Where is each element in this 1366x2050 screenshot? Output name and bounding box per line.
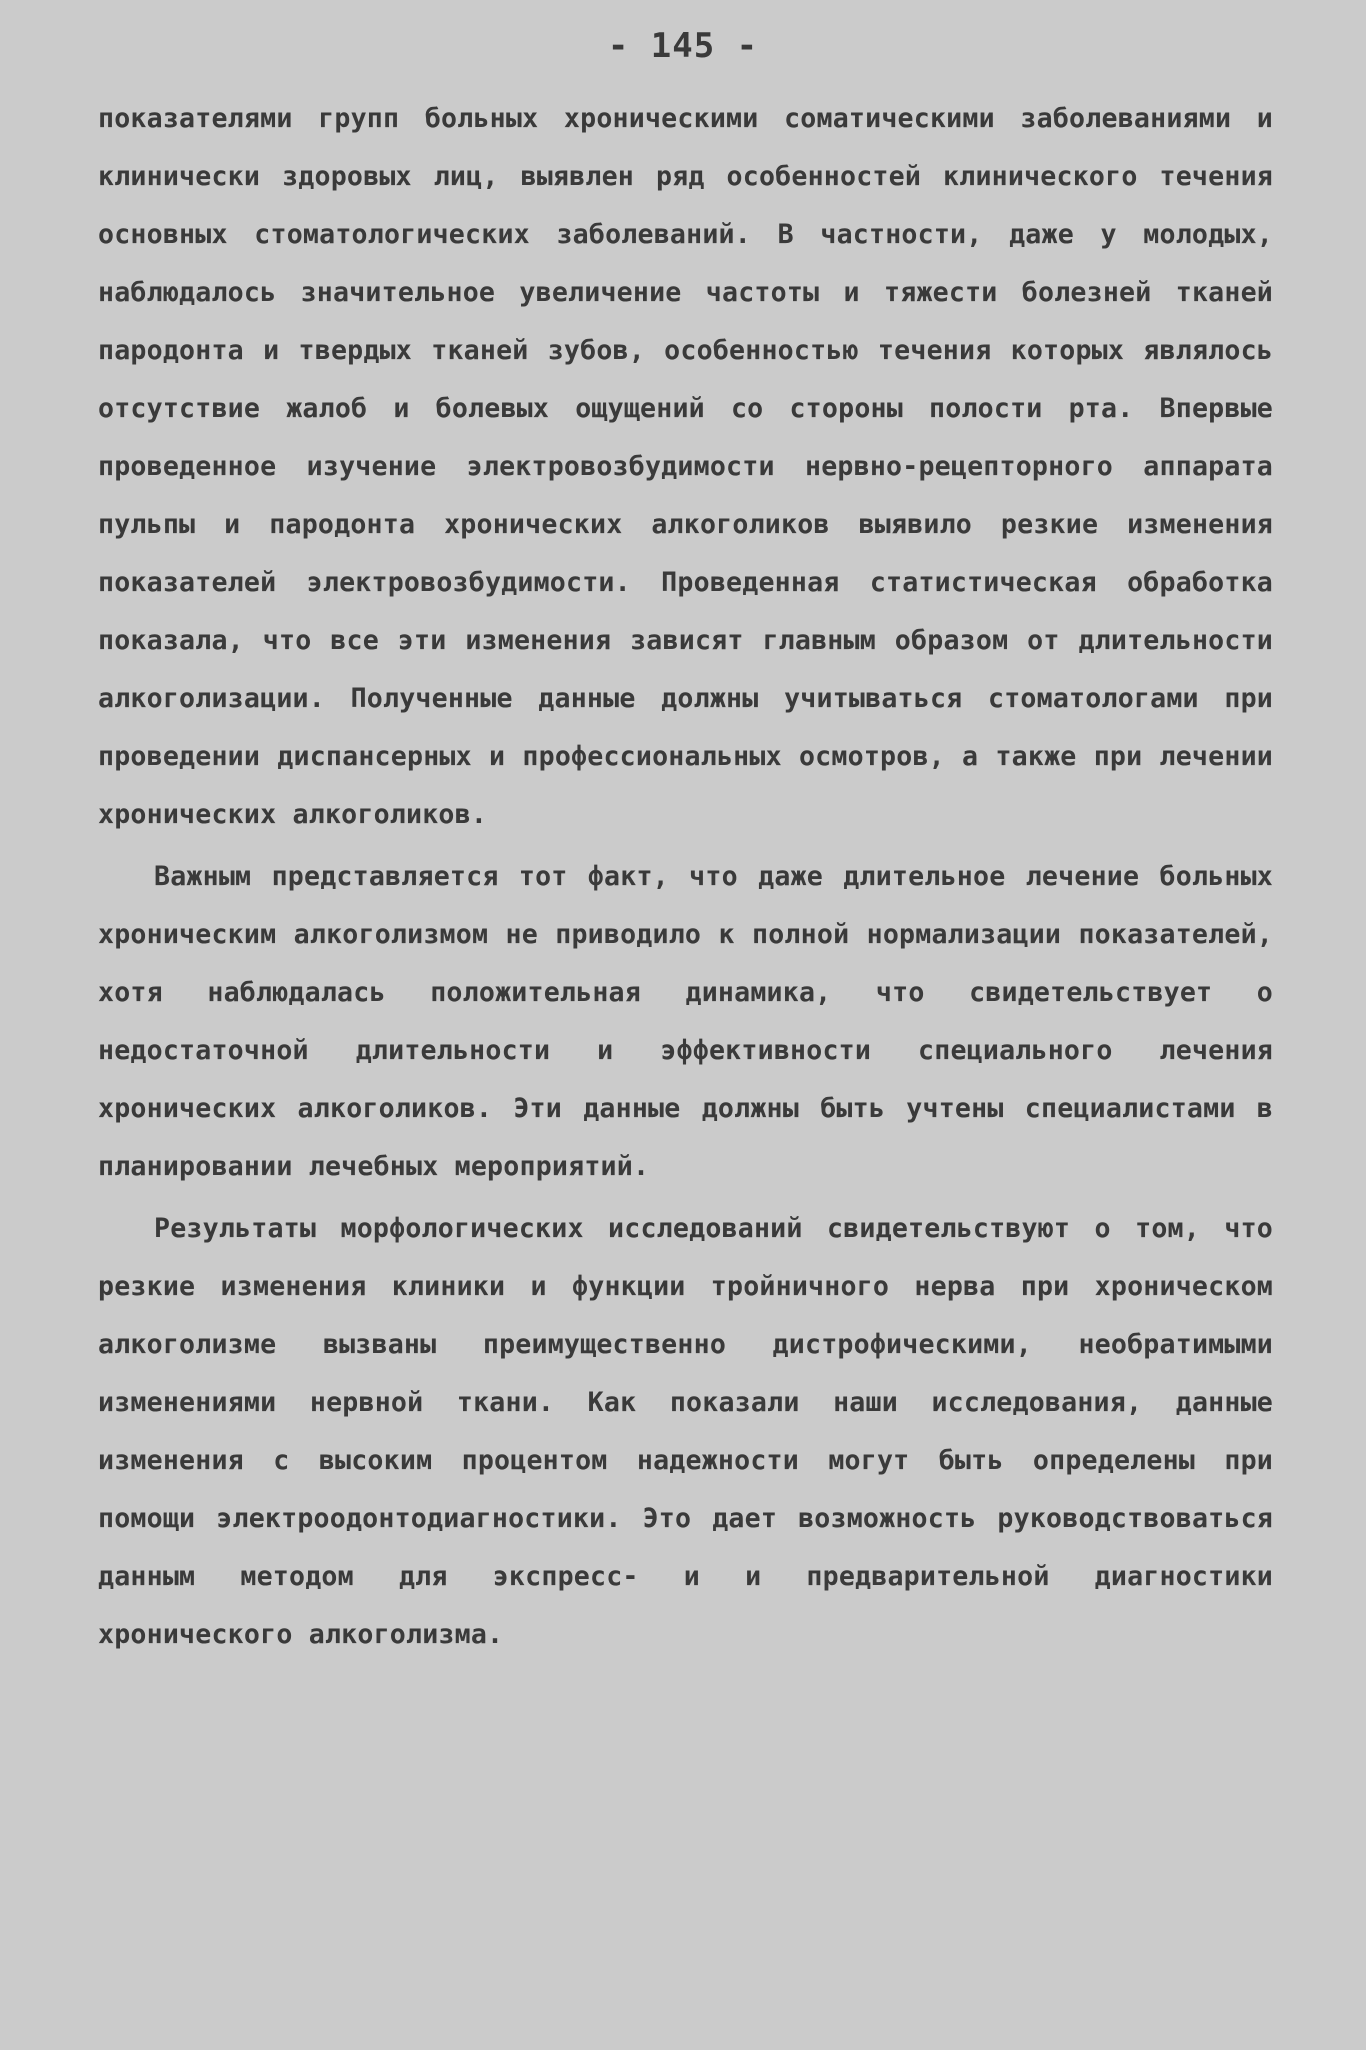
page-number: - 145 - bbox=[607, 26, 759, 66]
paragraph-1: показателями групп больных хроническими соматическими заболеваниями и клинически здоровых лиц, выявлен ряд особенностей клинического течения основных стоматологических заболеваний. В частности, даже у молодых, наблюдалось значительное увеличение частоты и тяжести болезней тканей пародонта и твердых тканей зубов, особенностью течения которых являлось отсутствие жалоб и болевых ощущений со стороны полости рта. Впервые проведенное изучение электровозбудимости нервно-рецепторного аппарата пульпы и пародонта хронических алкоголиков выявило резкие изменения показателей электровозбудимости. Проведенная статистическая обработка показала, что все эти изменения зависят главным образом от длительности алкоголизации. Полученные данные должны учитываться стоматологами при проведении диспансерных и профессиональных осмотров, а также при лечении хронических алкоголиков. bbox=[98, 103, 1273, 830]
paragraph-2: Важным представляется тот факт, что даже длительное лечение больных хроническим алкоголизмом не приводило к полной нормализации показателей, хотя наблюдалась положительная динамика, что свидетельствует о недостаточной длительности и эффективности специального лечения хронических алкоголиков. Эти данные должны быть учтены специалистами в планировании лечебных мероприятий. bbox=[98, 861, 1273, 1182]
body-text bbox=[98, 90, 1273, 1664]
paragraph-3: Результаты морфологических исследований свидетельствуют о том, что резкие изменения клиники и функции тройничного нерва при хроническом алкоголизме вызваны преимущественно дистрофическими, необратимыми изменениями нервной ткани. Как показали наши исследования, данные изменения с высоким процентом надежности могут быть определены при помощи электроодонтодиагностики. Это дает возможность руководствоваться данным методом для экспресс- и и предварительной диагностики хронического алкоголизма. bbox=[98, 1213, 1273, 1650]
